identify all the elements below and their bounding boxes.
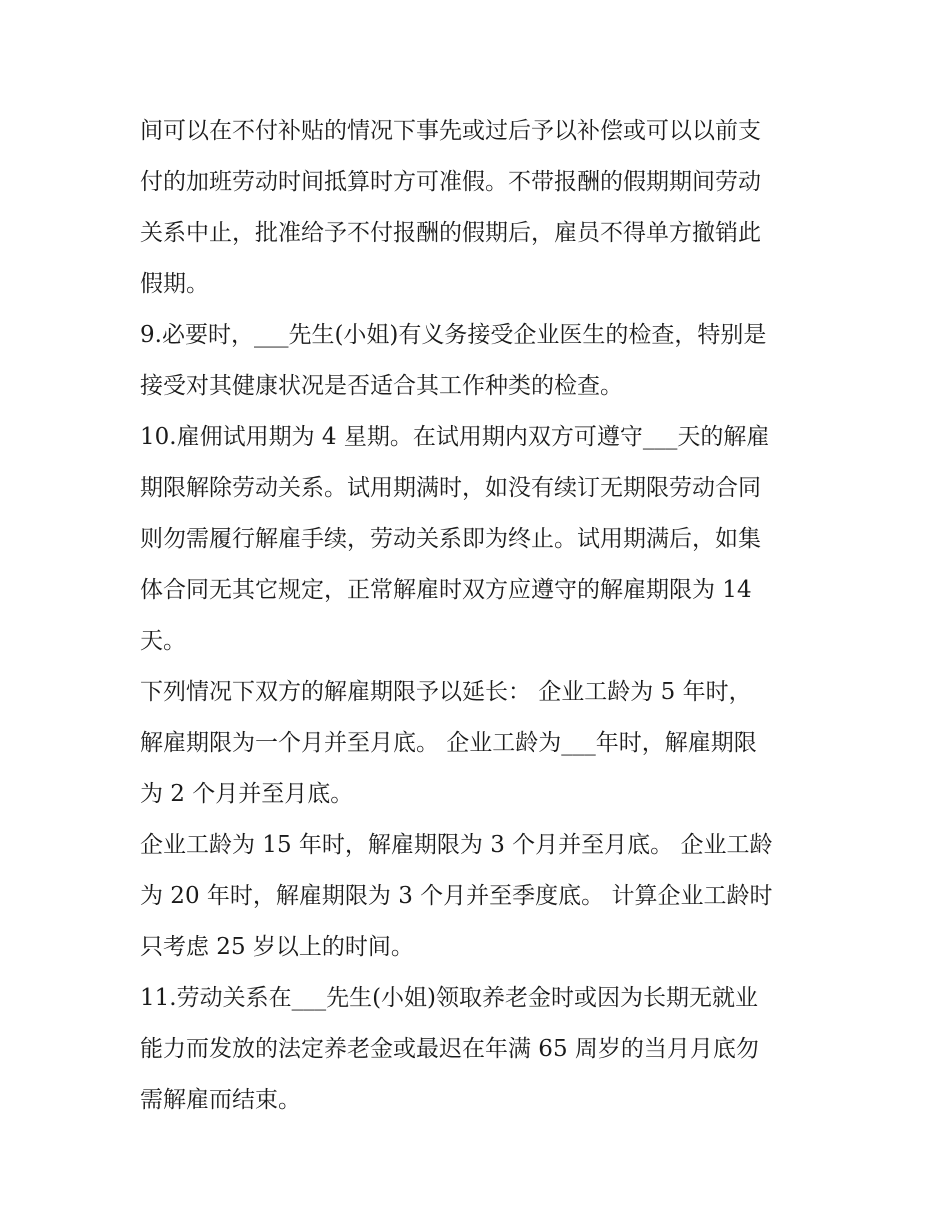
text-line: 接受对其健康状况是否适合其工作种类的检查。 (140, 373, 623, 399)
text-line: 企业工龄为 15 年时，解雇期限为 3 个月并至月底。 企业工龄 (140, 832, 773, 858)
text-line: 假期。 (140, 271, 209, 297)
clause-10-line: 10.雇佣试用期为 4 星期。在试用期内双方可遵守___天的解雇 (140, 424, 770, 450)
text-line: 为 20 年时，解雇期限为 3 个月并至季度底。 计算企业工龄时 (140, 883, 773, 909)
text-line: 体合同无其它规定，正常解雇时双方应遵守的解雇期限为 14 (140, 577, 752, 603)
text-line: 关系中止，批准给予不付报酬的假期后，雇员不得单方撤销此 (140, 220, 761, 246)
text-line: 付的加班劳动时间抵算时方可准假。不带报酬的假期期间劳动 (140, 169, 761, 195)
clause-11-line: 11.劳动关系在___先生(小姐)领取养老金时或因为长期无就业 (140, 985, 759, 1011)
text-line: 间可以在不付补贴的情况下事先或过后予以补偿或可以以前支 (140, 118, 761, 144)
text-line: 天。 (140, 628, 186, 654)
text-line: 只考虑 25 岁以上的时间。 (140, 934, 414, 960)
document-body (140, 106, 816, 1126)
text-line: 需解雇而结束。 (140, 1087, 301, 1113)
text-line: 解雇期限为一个月并至月底。 企业工龄为___年时，解雇期限 (140, 730, 757, 756)
text-line: 下列情况下双方的解雇期限予以延长： 企业工龄为 5 年时， (140, 679, 752, 705)
text-line: 期限解除劳动关系。试用期满时，如没有续订无期限劳动合同 (140, 475, 761, 501)
text-line: 则勿需履行解雇手续，劳动关系即为终止。试用期满后，如集 (140, 526, 761, 552)
clause-9-line: 9.必要时，___先生(小姐)有义务接受企业医生的检查，特别是 (140, 322, 767, 348)
text-line: 为 2 个月并至月底。 (140, 781, 354, 807)
text-line: 能力而发放的法定养老金或最迟在年满 65 周岁的当月月底勿 (140, 1036, 759, 1062)
